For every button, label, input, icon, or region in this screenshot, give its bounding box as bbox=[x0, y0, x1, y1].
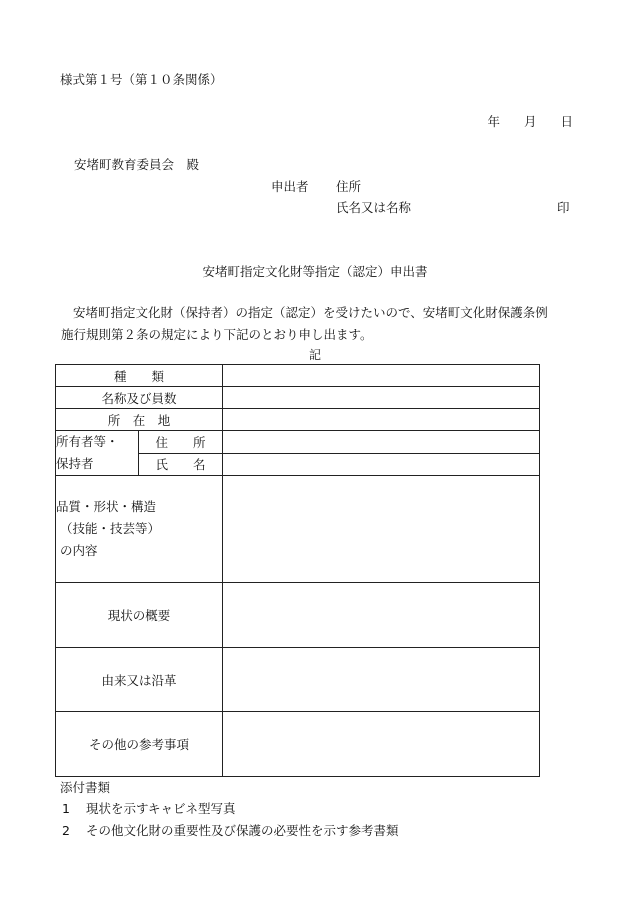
date-month-label: 月 bbox=[523, 114, 537, 129]
table-row-other-notes bbox=[56, 712, 540, 777]
table-row-history bbox=[56, 648, 540, 712]
name-count-label: 名称及び員数 bbox=[56, 387, 223, 409]
owner-name-field[interactable] bbox=[223, 453, 540, 476]
owner-holder-label bbox=[56, 431, 139, 476]
current-state-label: 現状の概要 bbox=[56, 583, 223, 648]
form-number: 様式第１号（第１０条関係） bbox=[60, 72, 223, 87]
table-row-owner-address bbox=[56, 431, 540, 454]
date-line bbox=[487, 112, 573, 130]
quality-label-line-2: （技能・技芸等） bbox=[60, 521, 161, 536]
owner-address-label: 住 所 bbox=[139, 431, 223, 454]
other-notes-field[interactable] bbox=[223, 712, 540, 777]
date-day-label: 日 bbox=[560, 114, 573, 129]
history-label: 由来又は沿革 bbox=[56, 648, 223, 712]
addressee: 安堵町教育委員会 殿 bbox=[74, 157, 200, 172]
quality-label bbox=[56, 476, 223, 583]
quality-label-line-3: の内容 bbox=[60, 543, 98, 558]
attachment-item bbox=[62, 799, 236, 817]
attachment-text: その他文化財の重要性及び保護の必要性を示す参考書類 bbox=[86, 823, 399, 838]
kind-field[interactable] bbox=[223, 365, 540, 387]
other-notes-label: その他の参考事項 bbox=[56, 712, 223, 777]
applicant-name-label: 氏名又は名称 bbox=[336, 200, 412, 215]
attachments-title: 添付書類 bbox=[60, 780, 111, 795]
attachment-item bbox=[62, 821, 399, 839]
owner-name-label: 氏 名 bbox=[139, 453, 223, 476]
table-row-kind bbox=[56, 365, 540, 387]
quality-field[interactable] bbox=[223, 476, 540, 583]
body-text bbox=[61, 302, 581, 346]
table-row-name-count bbox=[56, 387, 540, 409]
owner-label-line-1: 所有者等・ bbox=[56, 434, 119, 449]
kind-label: 種 類 bbox=[56, 365, 223, 387]
owner-address-field[interactable] bbox=[223, 431, 540, 454]
applicant-label: 申出者 bbox=[271, 179, 309, 194]
table-row-current-state bbox=[56, 583, 540, 648]
table-row-quality bbox=[56, 476, 540, 583]
history-field[interactable] bbox=[223, 648, 540, 712]
document-title: 安堵町指定文化財等指定（認定）申出書 bbox=[202, 264, 428, 279]
current-state-field[interactable] bbox=[223, 583, 540, 648]
attachment-text: 現状を示すキャビネ型写真 bbox=[86, 801, 236, 816]
location-label: 所 在 地 bbox=[56, 409, 223, 431]
location-field[interactable] bbox=[223, 409, 540, 431]
applicant-address-label: 住所 bbox=[336, 179, 362, 194]
quality-label-line-1: 品質・形状・構造 bbox=[56, 499, 157, 514]
seal-mark: 印 bbox=[557, 200, 570, 215]
application-form-table bbox=[55, 364, 540, 777]
attachment-number: 2 bbox=[62, 823, 70, 838]
owner-label-line-2: 保持者 bbox=[56, 456, 94, 471]
ki-heading: 記 bbox=[308, 348, 321, 362]
date-year-label: 年 bbox=[487, 114, 500, 129]
body-line-1: 安堵町指定文化財（保持者）の指定（認定）を受けたいので、安堵町文化財保護条例 bbox=[73, 305, 548, 320]
table-row-location bbox=[56, 409, 540, 431]
body-line-2: 施行規則第２条の規定により下記のとおり申し出ます。 bbox=[61, 327, 373, 342]
name-count-field[interactable] bbox=[223, 387, 540, 409]
attachment-number: 1 bbox=[62, 801, 70, 816]
